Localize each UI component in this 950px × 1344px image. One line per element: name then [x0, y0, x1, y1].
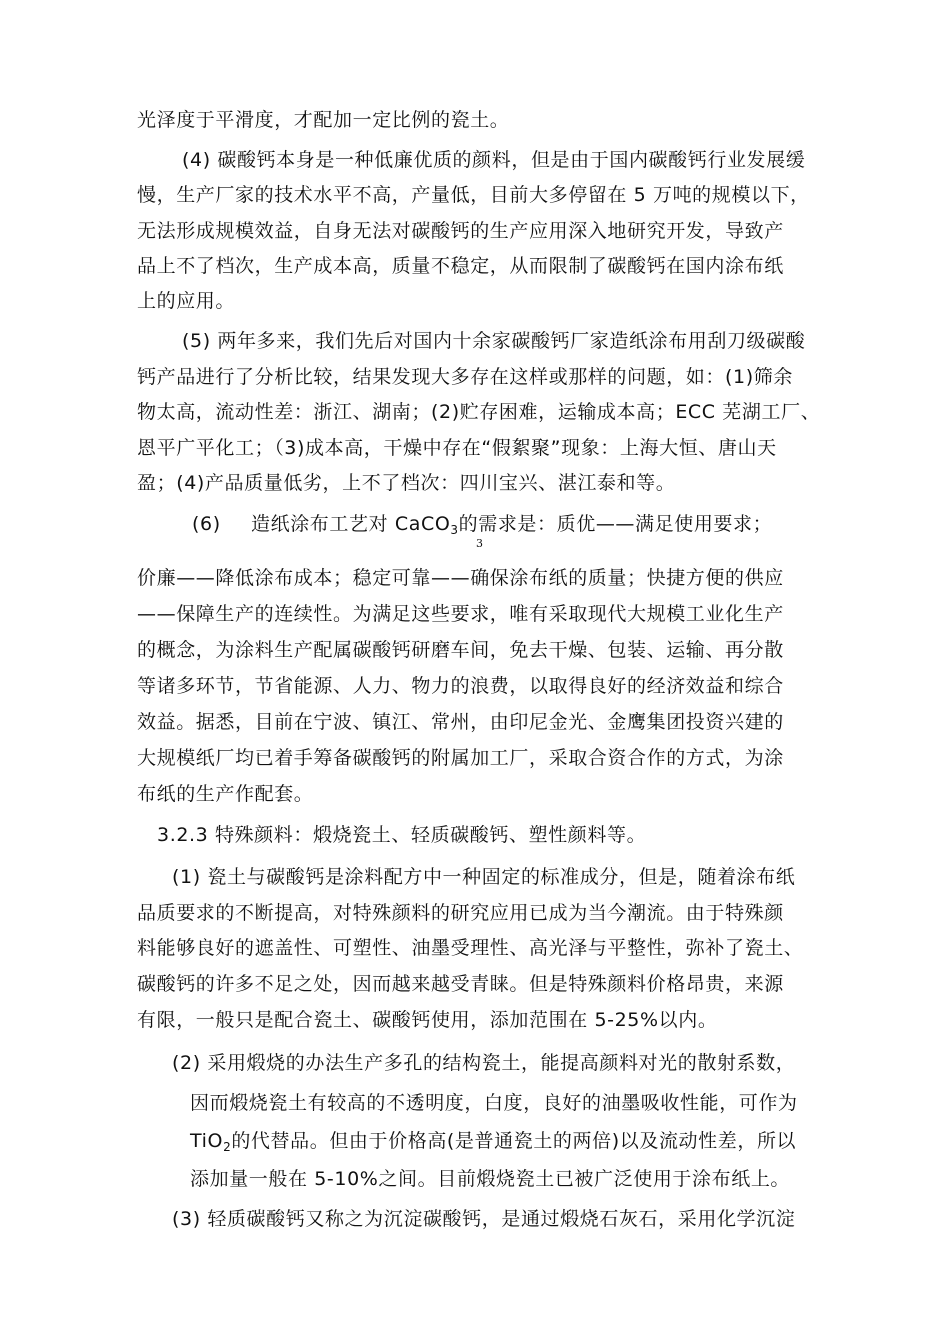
text-line: 添加量一般在 5-10%之间。目前煅烧瓷土已被广泛使用于涂布纸上。 — [190, 1168, 791, 1190]
text-line: 等诸多环节，节省能源、人力、物力的浪费，以取得良好的经济效益和综合 — [137, 675, 784, 697]
text-line: 物太高，流动性差：浙江、湖南；(2)贮存困难，运输成本高；ECC 芜湖工厂、 — [137, 401, 821, 423]
text-line: 布纸的生产作配套。 — [137, 783, 314, 805]
text-line: ——保障生产的连续性。为满足这些要求，唯有采取现代大规模工业化生产 — [137, 603, 784, 625]
text-line: 因而煅烧瓷土有较高的不透明度，白度，良好的油墨吸收性能，可作为 — [190, 1092, 798, 1114]
text-line: (5) 两年多来，我们先后对国内十余家碳酸钙厂家造纸涂布用刮刀级碳酸 — [182, 330, 806, 352]
text-line: (3) 轻质碳酸钙又称之为沉淀碳酸钙，是通过煅烧石灰石，采用化学沉淀 — [172, 1208, 796, 1230]
text-line: 无法形成规模效益，自身无法对碳酸钙的生产应用深入地研究开发，导致产 — [137, 220, 784, 242]
text-span: 的需求是：质优——满足使用要求； — [458, 513, 773, 535]
text-line: (4) 碳酸钙本身是一种低廉优质的颜料，但是由于国内碳酸钙行业发展缓 — [182, 149, 806, 171]
subscript: 3 — [450, 523, 459, 537]
text-line: (1) 瓷土与碳酸钙是涂料配方中一种固定的标准成分，但是，随着涂布纸 — [172, 866, 796, 888]
text-line: (2) 采用煅烧的办法生产多孔的结构瓷土，能提高颜料对光的散射系数， — [172, 1052, 796, 1074]
text-line: 光泽度于平滑度，才配加一定比例的瓷土。 — [137, 109, 510, 131]
text-line: 慢，生产厂家的技术水平不高，产量低，目前大多停留在 5 万吨的规模以下， — [137, 184, 810, 206]
text-line: 品上不了档次，生产成本高，质量不稳定，从而限制了碳酸钙在国内涂布纸 — [137, 255, 784, 277]
text-line: 上的应用。 — [137, 290, 236, 312]
text-span: 造纸涂布工艺对 CaCO — [251, 513, 451, 535]
text-span: 的代替品。但由于价格高(是普通瓷土的两倍)以及流动性差，所以 — [231, 1130, 797, 1152]
text-line: 盈；(4)产品质量低劣，上不了档次：四川宝兴、湛江泰和等。 — [137, 472, 676, 494]
text-line: 价廉——降低涂布成本；稳定可靠——确保涂布纸的质量；快捷方便的供应 — [137, 567, 784, 589]
subscript: 2 — [223, 1140, 232, 1154]
text-line: 料能够良好的遮盖性、可塑性、油墨受理性、高光泽与平整性，弥补了瓷土、 — [137, 937, 804, 959]
text-span: TiO — [190, 1130, 224, 1152]
text-line: 大规模纸厂均已着手筹备碳酸钙的附属加工厂，采取合资合作的方式，为涂 — [137, 747, 784, 769]
text-line: 钙产品进行了分析比较，结果发现大多存在这样或那样的问题，如：(1)筛余 — [137, 366, 793, 388]
text-line: 有限，一般只是配合瓷土、碳酸钙使用，添加范围在 5-25%以内。 — [137, 1009, 718, 1031]
list-number: (6) — [192, 513, 221, 535]
text-line: 的概念，为涂料生产配属碳酸钙研磨车间，免去干燥、包装、运输、再分散 — [137, 639, 784, 661]
text-line: 碳酸钙的许多不足之处，因而越来越受青睐。但是特殊颜料价格昂贵，来源 — [137, 973, 784, 995]
text-line: 效益。据悉，目前在宁波、镇江、常州，由印尼金光、金鹰集团投资兴建的 — [137, 711, 784, 733]
text-line — [190, 1128, 796, 1154]
text-line — [251, 511, 772, 537]
text-line: 恩平广平化工；（3)成本高，干燥中存在“假絮聚”现象：上海大恒、唐山天 — [137, 437, 777, 459]
text-line: 品质要求的不断提高，对特殊颜料的研究应用已成为当今潮流。由于特殊颜 — [137, 902, 784, 924]
footnote-mark: 3 — [476, 537, 483, 550]
section-heading: 3.2.3 特殊颜料：煅烧瓷土、轻质碳酸钙、塑性颜料等。 — [157, 824, 647, 846]
